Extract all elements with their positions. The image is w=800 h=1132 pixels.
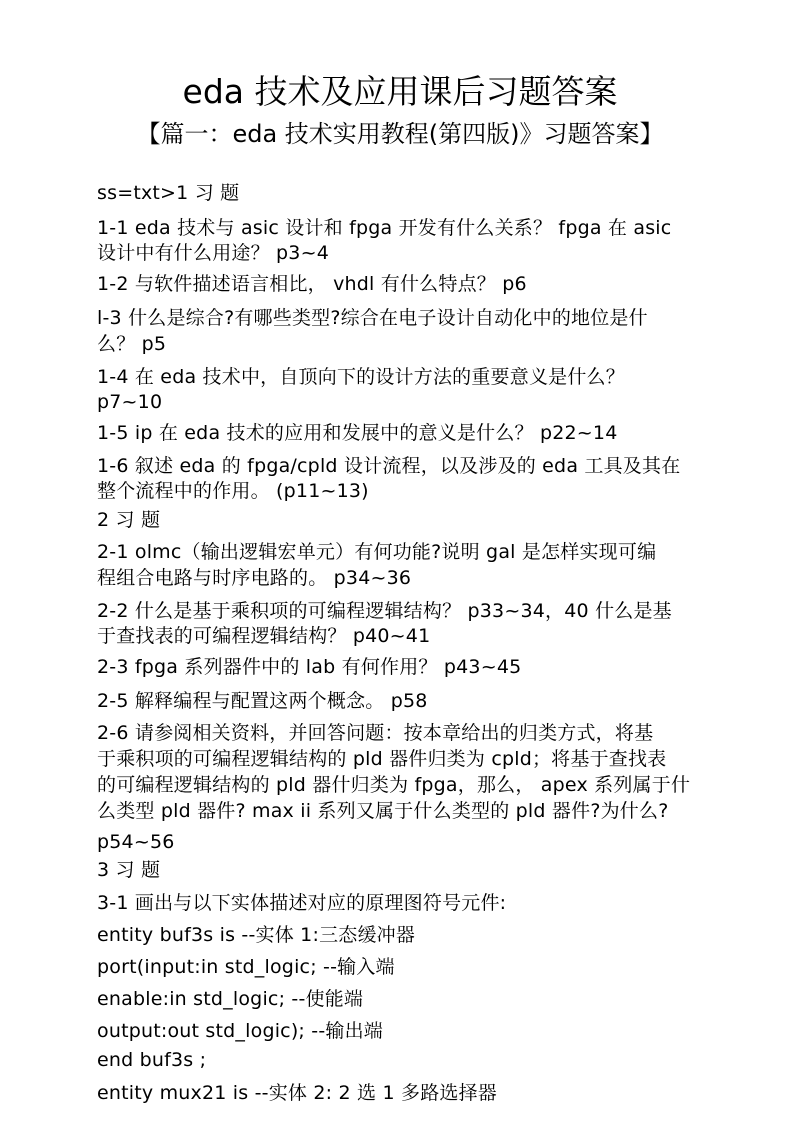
text-line: ss=txt>1 习 题: [97, 182, 240, 204]
text-line: output:out std_logic); --输出端: [97, 1020, 383, 1042]
text-line: port(input:in std_logic; --输入端: [97, 956, 395, 978]
text-line: 1-6 叙述 eda 的 fpga/cpld 设计流程，以及涉及的 eda 工具及其在: [97, 455, 681, 477]
text-line: enable:in std_logic; --使能端: [97, 988, 364, 1010]
text-line: end buf3s ;: [97, 1049, 207, 1071]
text-line: 2-6 请参阅相关资料，并回答问题：按本章给出的归类方式，将基: [97, 722, 654, 744]
text-line: 程组合电路与时序电路的。 p34~36: [97, 567, 412, 589]
text-line: 3-1 画出与以下实体描述对应的原理图符号元件:: [97, 892, 507, 914]
text-line: 2 习 题: [97, 509, 161, 531]
text-line: 设计中有什么用途？ p3~4: [97, 242, 329, 264]
text-line: 2-5 解释编程与配置这两个概念。 p58: [97, 690, 428, 712]
text-line: 2-2 什么是基于乘积项的可编程逻辑结构？ p33~34，40 什么是基: [97, 600, 672, 622]
text-line: 于查找表的可编程逻辑结构？ p40~41: [97, 625, 431, 647]
text-line: 3 习 题: [97, 859, 161, 881]
text-line: 的可编程逻辑结构的 pld 器什归类为 fpga，那么， apex 系列属于什: [97, 774, 691, 796]
text-line: 1-1 eda 技术与 asic 设计和 fpga 开发有什么关系？ fpga 在 asic: [97, 217, 672, 239]
document-subtitle: 【篇一：eda 技术实用教程(第四版)》习题答案】: [136, 120, 664, 148]
text-line: l-3 什么是综合?有哪些类型?综合在电子设计自动化中的地位是什: [97, 307, 648, 329]
text-line: 整个流程中的作用。 (p11~13): [97, 480, 369, 502]
text-line: 1-2 与软件描述语言相比， vhdl 有什么特点？ p6: [97, 273, 527, 295]
text-line: entity mux21 is --实体 2: 2 选 1 多路选择器: [97, 1082, 497, 1104]
text-line: 么类型 pld 器件? max ii 系列又属于什么类型的 pld 器件?为什么?: [97, 800, 669, 822]
text-line: p54~56: [97, 831, 175, 853]
text-line: entity buf3s is --实体 1:三态缓冲器: [97, 924, 416, 946]
document-title: eda 技术及应用课后习题答案: [182, 72, 618, 111]
text-line: 1-5 ip 在 eda 技术的应用和发展中的意义是什么？ p22~14: [97, 422, 618, 444]
text-line: 1-4 在 eda 技术中，自顶向下的设计方法的重要意义是什么？: [97, 366, 625, 388]
text-line: 于乘积项的可编程逻辑结构的 pld 器件归类为 cpld；将基于查找表: [97, 748, 667, 770]
text-line: 么？ p5: [97, 333, 167, 355]
text-line: 2-3 fpga 系列器件中的 lab 有何作用？ p43~45: [97, 656, 522, 678]
text-line: p7~10: [97, 391, 163, 413]
text-line: 2-1 olmc（输出逻辑宏单元）有何功能?说明 gal 是怎样实现可编: [97, 541, 657, 563]
